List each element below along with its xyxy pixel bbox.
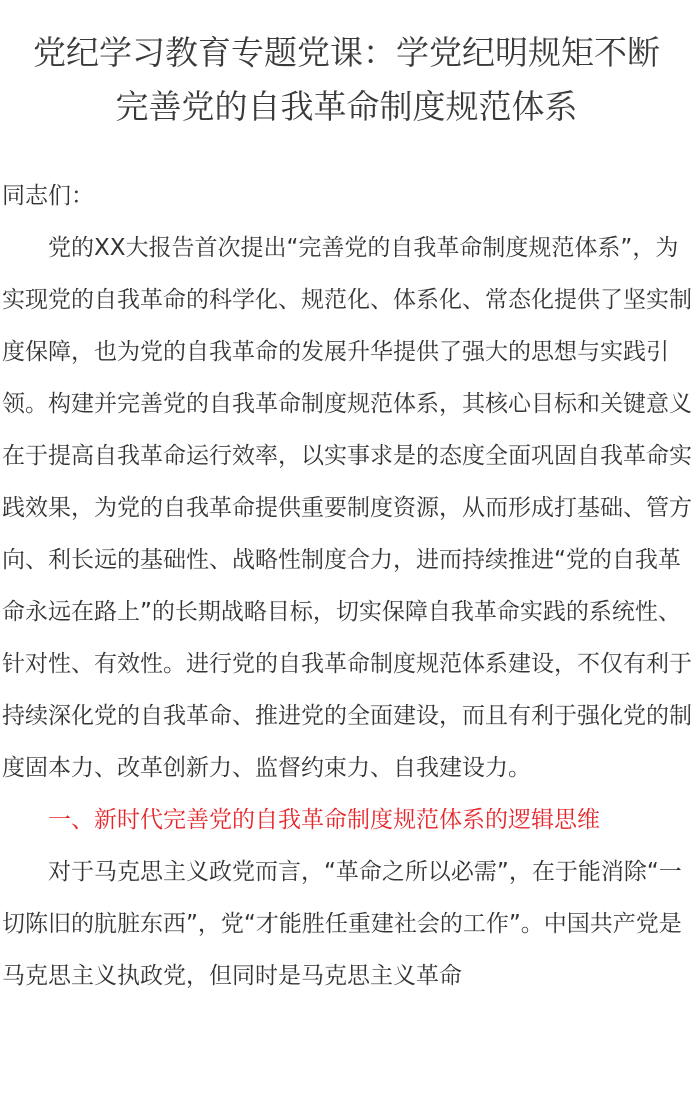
article-title <box>0 26 693 134</box>
title-line-2: 完善党的自我革命制度规范体系 <box>115 87 578 126</box>
article-body <box>0 170 693 1002</box>
paragraph-section1: 对于马克思主义政党而言，“革命之所以必需”，在于能消除“一切陈旧的肮脏东西”，党“才能胜任重建社会的工作”。中国共产党是马克思主义执政党，但同时是马克思主义革命 <box>2 859 682 989</box>
section-heading: 一、新时代完善党的自我革命制度规范体系的逻辑思维 <box>48 807 600 833</box>
paragraph-intro: 党的XX大报告首次提出“完善党的自我革命制度规范体系”，为实现党的自我革命的科学化、规范化、体系化、常态化提供了坚实制度保障，也为党的自我革命的发展升华提供了强大的思想与实践引领。构建并完善党的自我革命制度规范体系，其核心目标和关键意义在于提高自我革命运行效率，以实事求是的态度全面巩固自我革命实践效果，为党的自我革命提供重要制度资源，从而形成打基础、管方向、利长远的基础性、战略性制度合力，进而持续推进“党的自我革命永远在路上”的长期战略目标，切实保障自我革命实践的系统性、针对性、有效性。进行党的自我革命制度规范体系建设，不仅有利于持续深化党的自我革命、推进党的全面建设，而且有利于强化党的制度固本力、改革创新力、监督约束力、自我建设力。 <box>2 235 692 781</box>
title-line-1: 党纪学习教育专题党课：学党纪明规矩不断 <box>33 33 660 72</box>
salutation: 同志们： <box>2 183 94 209</box>
